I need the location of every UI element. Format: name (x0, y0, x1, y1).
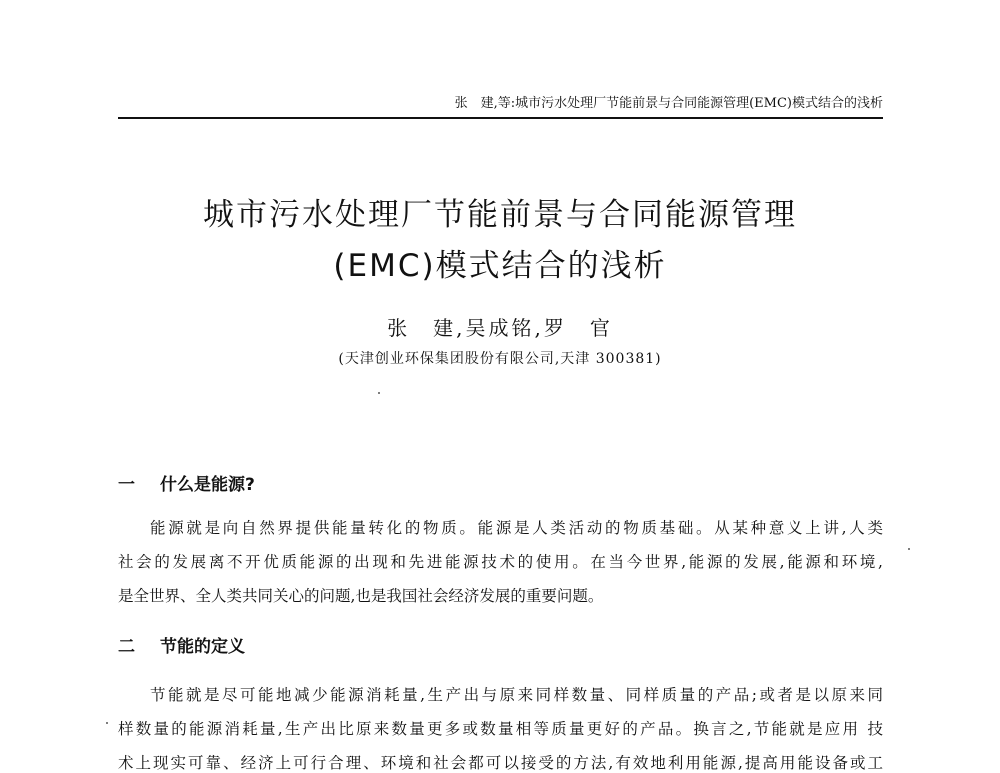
scan-speck (106, 722, 108, 724)
title-line-2: (EMC)模式结合的浅析 (333, 248, 667, 284)
running-head: 张 建,等:城市污水处理厂节能前景与合同能源管理(EMC)模式结合的浅析 (454, 96, 883, 111)
body-line: 能源就是向自然界提供能量转化的物质。能源是人类活动的物质基础。从某种意义上讲,人类 (150, 519, 883, 537)
affiliation: (天津创业环保集团股份有限公司,天津 300381) (338, 351, 662, 367)
body-line: 术上现实可靠、经济上可行合理、环境和社会都可以接受的方法,有效地利用能源,提高用能设备或工 (118, 754, 883, 772)
body-line: 社会的发展离不开优质能源的出现和先进能源技术的使用。在当今世界,能源的发展,能源和环境, (118, 553, 883, 571)
header-rule (118, 117, 883, 119)
body-line: 是全世界、全人类共同关心的问题,也是我国社会经济发展的重要问题。 (118, 587, 604, 605)
section-number: 一 (118, 475, 135, 495)
scan-speck (378, 392, 380, 394)
authors: 张 建,吴成铭,罗 官 (387, 316, 613, 340)
section-title: 什么是能源? (160, 475, 255, 495)
body-line: 节能就是尽可能地减少能源消耗量,生产出与原来同样数量、同样质量的产品;或者是以原来同 (150, 686, 883, 704)
section-title: 节能的定义 (160, 637, 245, 657)
section-heading (118, 470, 255, 495)
section-heading (118, 632, 245, 657)
body-line: 样数量的能源消耗量,生产出比原来数量更多或数量相等质量更好的产品。换言之,节能就是应用 技 (118, 720, 883, 738)
title-line-1: 城市污水处理厂节能前景与合同能源管理 (203, 197, 797, 233)
section-number: 二 (118, 637, 135, 657)
scan-speck (908, 548, 910, 550)
